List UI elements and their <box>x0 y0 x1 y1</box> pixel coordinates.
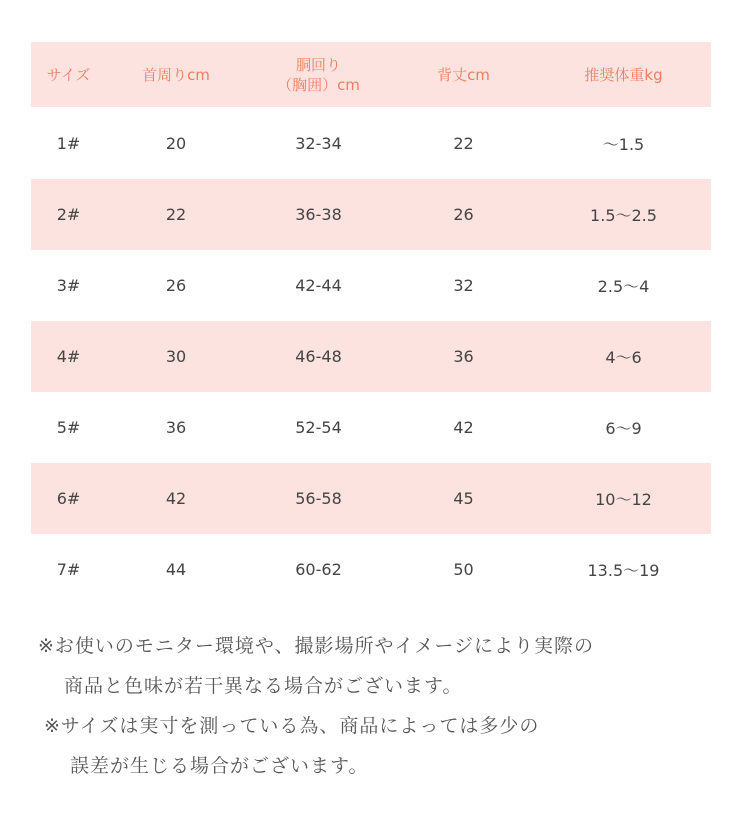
cell-back-length: 32 <box>453 276 474 295</box>
cell-back-length: 22 <box>453 133 474 153</box>
cell-weight: 〜1.5 <box>602 134 645 154</box>
cell-back-length: 36 <box>453 347 474 366</box>
header-back-length: 背丈cm <box>437 65 490 84</box>
cell-back-length: 50 <box>453 560 474 579</box>
cell-neck: 44 <box>165 560 187 579</box>
header-chest <box>246 55 391 95</box>
header-chest-line2: （胸囲）cm <box>277 75 360 94</box>
cell-weight: 6〜9 <box>605 419 642 438</box>
cell-weight: 10〜12 <box>595 490 652 509</box>
cell-weight: 13.5〜19 <box>587 561 660 580</box>
cell-back-length: 42 <box>453 418 474 437</box>
cell-size: 6# <box>56 489 81 508</box>
cell-neck: 20 <box>165 133 187 153</box>
note-line: ※お使いのモニター環境や、撮影場所やイメージにより実際の <box>38 635 594 657</box>
cell-weight: 2.5〜4 <box>597 277 650 296</box>
header-neck: 首周りcm <box>142 65 210 84</box>
cell-chest: 52-54 <box>295 418 342 437</box>
cell-chest: 60-62 <box>295 560 342 579</box>
cell-chest: 36-38 <box>295 205 342 224</box>
table-row <box>31 463 711 534</box>
cell-chest: 42-44 <box>295 276 342 295</box>
cell-neck: 22 <box>165 205 187 224</box>
table-row <box>31 392 711 463</box>
cell-neck: 30 <box>165 347 187 366</box>
table-row <box>31 107 711 179</box>
cell-neck: 26 <box>165 276 187 295</box>
cell-back-length: 45 <box>453 489 474 508</box>
cell-size: 5# <box>56 418 81 437</box>
cell-chest: 56-58 <box>295 489 342 508</box>
cell-size: 4# <box>56 347 81 366</box>
header-weight: 推奨体重kg <box>584 65 663 84</box>
cell-size: 3# <box>56 276 81 295</box>
table-header-row <box>31 42 711 107</box>
cell-size: 7# <box>56 560 81 579</box>
cell-back-length: 26 <box>453 205 474 224</box>
size-table <box>31 42 711 605</box>
table-row <box>31 321 711 392</box>
header-chest-line1: 胴回り <box>295 55 341 74</box>
table-row <box>31 179 711 250</box>
cell-size: 1# <box>56 133 81 153</box>
cell-chest: 32-34 <box>295 133 342 153</box>
cell-weight: 4〜6 <box>605 348 642 367</box>
cell-neck: 36 <box>165 418 187 437</box>
header-size: サイズ <box>46 65 91 84</box>
cell-neck: 42 <box>165 489 187 508</box>
cell-size: 2# <box>56 205 81 224</box>
disclaimer-notes <box>38 626 718 786</box>
cell-weight: 1.5〜2.5 <box>590 206 657 225</box>
note-line: 誤差が生じる場合がございます。 <box>70 755 369 777</box>
table-row <box>31 250 711 321</box>
cell-chest: 46-48 <box>295 347 342 366</box>
note-line: 商品と色味が若干異なる場合がございます。 <box>64 675 463 697</box>
note-line: ※サイズは実寸を測っている為、商品によっては多少の <box>44 715 540 737</box>
table-row <box>31 534 711 605</box>
